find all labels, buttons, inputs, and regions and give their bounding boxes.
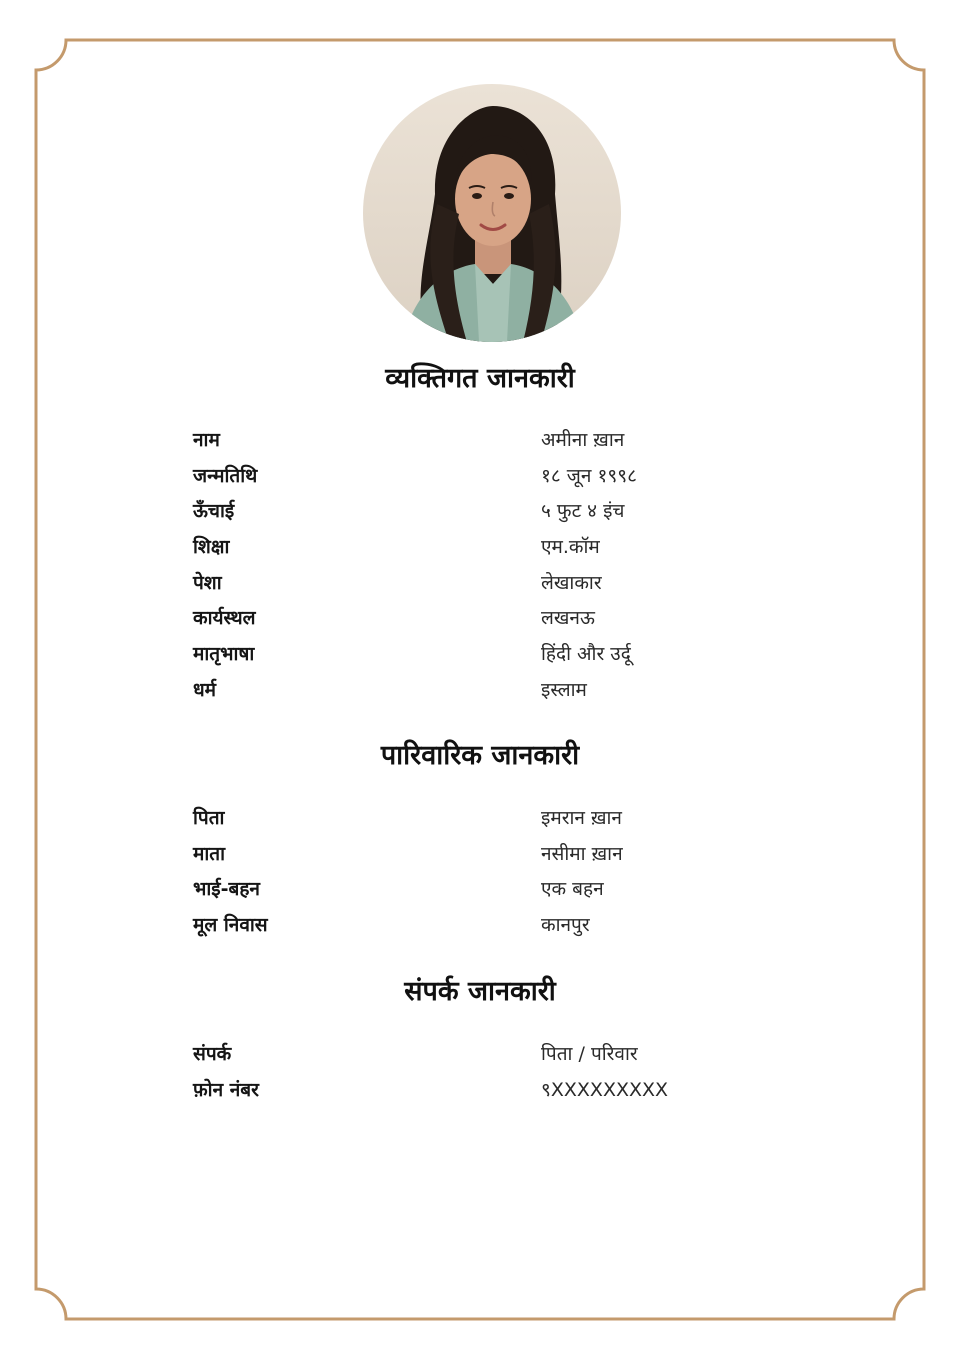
personal-row [193, 571, 793, 607]
row-label: धर्म [193, 678, 217, 701]
row-label: पेशा [193, 571, 222, 594]
row-label: संपर्क [193, 1043, 232, 1065]
phone-number: ९XXXXXXXXX [541, 1078, 669, 1101]
row-value: हिंदी और उर्दू [541, 643, 631, 666]
personal-row [193, 464, 793, 500]
family-row [193, 806, 793, 842]
row-label: भाई-बहन [193, 878, 260, 901]
personal-row [193, 606, 793, 642]
row-value: इस्लाम [541, 678, 587, 701]
row-value: इमरान ख़ान [541, 807, 622, 829]
personal-row [193, 642, 793, 678]
row-value: १८ जून १९९८ [541, 464, 638, 487]
row-label: माता [193, 842, 226, 865]
row-label: कार्यस्थल [193, 607, 256, 630]
profile-photo [363, 84, 621, 342]
row-label: फ़ोन नंबर [193, 1078, 259, 1101]
row-label: जन्मतिथि [193, 464, 258, 487]
row-label: नाम [193, 429, 220, 451]
row-value: नसीमा ख़ान [541, 842, 623, 865]
personal-row [193, 678, 793, 714]
row-value: पिता / परिवार [541, 1043, 638, 1065]
row-label: मातृभाषा [193, 643, 255, 666]
family-info-title: पारिवारिक जानकारी [380, 740, 580, 771]
contact-row [193, 1078, 793, 1114]
personal-info-list [193, 428, 793, 714]
row-value: एम.कॉम [541, 536, 600, 559]
row-label: ऊँचाई [193, 500, 235, 523]
row-value: एक बहन [541, 878, 604, 901]
contact-info-title: संपर्क जानकारी [404, 976, 556, 1007]
row-value: अमीना ख़ान [541, 429, 625, 451]
family-row [193, 842, 793, 878]
row-label: मूल निवास [193, 914, 268, 937]
personal-row [193, 428, 793, 464]
row-value: कानपुर [541, 914, 590, 937]
family-row [193, 877, 793, 913]
family-row [193, 913, 793, 949]
contact-row [193, 1042, 793, 1078]
contact-info-list [193, 1042, 793, 1113]
personal-row [193, 499, 793, 535]
personal-info-title: व्यक्तिगत जानकारी [385, 363, 575, 394]
row-value: लेखाकार [541, 571, 602, 594]
row-label: पिता [193, 807, 225, 829]
personal-row [193, 535, 793, 571]
row-value: लखनऊ [541, 607, 595, 630]
row-value: ५ फुट ४ इंच [541, 500, 625, 523]
family-info-list [193, 806, 793, 949]
row-label: शिक्षा [193, 536, 230, 559]
